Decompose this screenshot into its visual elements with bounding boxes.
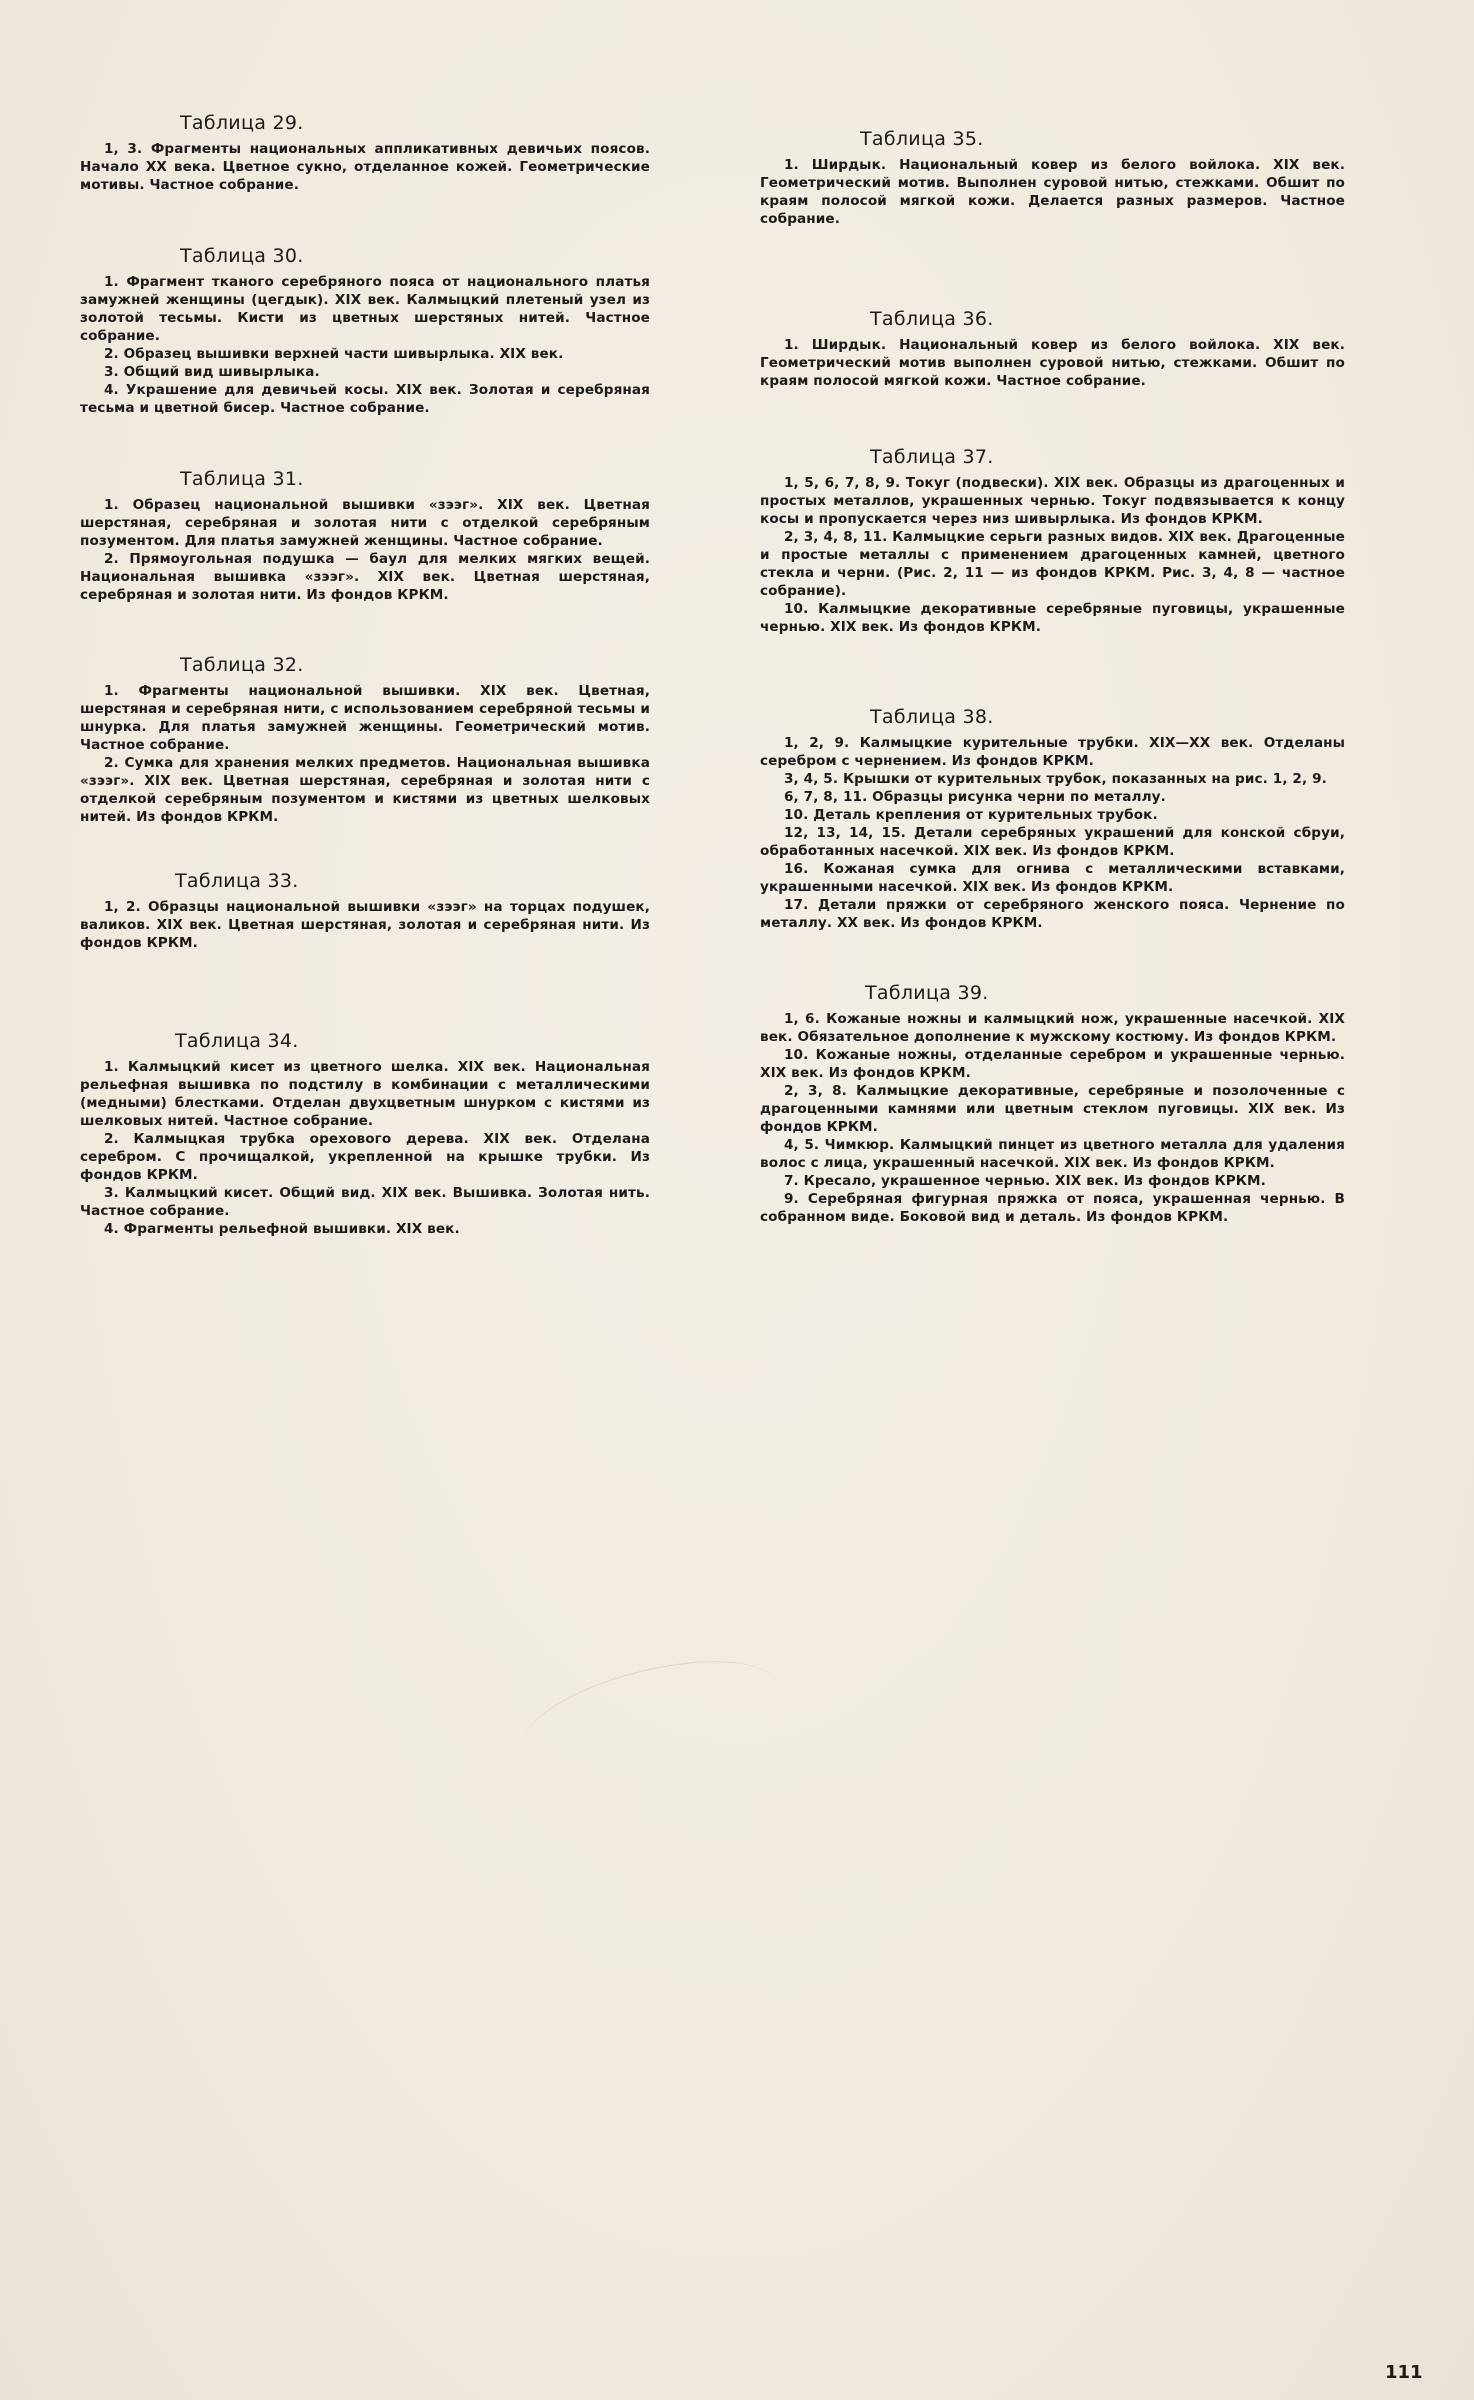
caption-title: Таблица 31.: [180, 468, 304, 490]
caption-table-29: [80, 112, 650, 194]
caption-title: Таблица 33.: [175, 870, 299, 892]
caption-title: Таблица 30.: [180, 245, 304, 267]
caption-paragraph: 10. Кожаные ножны, отделанные серебром и украшенные чернью. XIX век. Из фондов КРКМ.: [760, 1047, 1345, 1081]
caption-paragraph: 1. Ширдык. Национальный ковер из белого войлока. XIX век. Геометрический мотив выполнен суровой нитью, стежками. Обшит по краям полосой мягкой кожи. Частное собрание.: [760, 337, 1345, 389]
caption-table-39: [760, 982, 1345, 1226]
caption-title: Таблица 38.: [870, 706, 994, 728]
caption-paragraph: 1. Ширдык. Национальный ковер из белого войлока. XIX век. Геометрический мотив. Выполнен суровой нитью, стежками. Обшит по краям полосой мягкой кожи. Делается разных размеров. Частное собрание.: [760, 157, 1345, 227]
caption-paragraph: 10. Калмыцкие декоративные серебряные пуговицы, украшенные чернью. XIX век. Из фондов КРКМ.: [760, 601, 1345, 635]
caption-title: Таблица 29.: [180, 112, 304, 134]
caption-paragraph: 1. Образец национальной вышивки «зээг». XIX век. Цветная шерстяная, серебряная и золотая нити с отделкой серебряным позументом. Для платья замужней женщины. Частное собрание.: [80, 497, 650, 549]
caption-table-33: [80, 870, 650, 952]
caption-paragraph: 17. Детали пряжки от серебряного женского пояса. Чернение по металлу. XX век. Из фондов КРКМ.: [760, 897, 1345, 931]
caption-paragraph: 4, 5. Чимкюр. Калмыцкий пинцет из цветного металла для удаления волос с лица, украшенный насечкой. XIX век. Из фондов КРКМ.: [760, 1137, 1345, 1171]
caption-paragraph: 16. Кожаная сумка для огнива с металлическими вставками, украшенными насечкой. XIX век. Из фондов КРКМ.: [760, 861, 1345, 895]
caption-paragraph: 1, 3. Фрагменты национальных аппликативных девичьих поясов. Начало XX века. Цветное сукно, отделанное кожей. Геометрические мотивы. Частное собрание.: [80, 141, 650, 193]
caption-table-36: [760, 308, 1345, 390]
caption-title: Таблица 37.: [870, 446, 994, 468]
caption-table-30: [80, 245, 650, 417]
caption-paragraph: 1, 6. Кожаные ножны и калмыцкий нож, украшенные насечкой. XIX век. Обязательное дополнение к мужскому костюму. Из фондов КРКМ.: [760, 1011, 1345, 1045]
caption-paragraph: 1, 2. Образцы национальной вышивки «зээг» на торцах подушек, валиков. XIX век. Цветная шерстяная, золотая и серебряная нити. Из фондов КРКМ.: [80, 899, 650, 951]
caption-paragraph: 3. Общий вид шивырлыка.: [104, 364, 320, 380]
paper-crease: [513, 1640, 787, 1791]
caption-paragraph: 1, 5, 6, 7, 8, 9. Токуг (подвески). XIX век. Образцы из драгоценных и простых металлов, украшенных чернью. Токуг подвязывается к концу косы и пропускается через низ шивырлыка. Из фондов КРКМ.: [760, 475, 1345, 527]
caption-paragraph: 3, 4, 5. Крышки от курительных трубок, показанных на рис. 1, 2, 9.: [784, 771, 1327, 787]
caption-table-37: [760, 446, 1345, 636]
caption-paragraph: 2. Образец вышивки верхней части шивырлыка. XIX век.: [104, 346, 564, 362]
caption-paragraph: 10. Деталь крепления от курительных трубок.: [784, 807, 1158, 823]
caption-paragraph: 1. Калмыцкий кисет из цветного шелка. XIX век. Национальная рельефная вышивка по подстилу в комбинации с металлическими (медными) блестками. Отделан двухцветным шнурком с кистями из шелковых нитей. Частное собрание.: [80, 1059, 650, 1129]
caption-table-32: [80, 654, 650, 826]
caption-title: Таблица 35.: [860, 128, 984, 150]
caption-paragraph: 9. Серебряная фигурная пряжка от пояса, украшенная чернью. В собранном виде. Боковой вид и деталь. Из фондов КРКМ.: [760, 1191, 1345, 1225]
caption-title: Таблица 39.: [865, 982, 989, 1004]
caption-paragraph: 2, 3, 8. Калмыцкие декоративные, серебряные и позолоченные с драгоценными камнями или цветным стеклом пуговицы. XIX век. Из фондов КРКМ.: [760, 1083, 1345, 1135]
caption-paragraph: 2. Сумка для хранения мелких предметов. Национальная вышивка «зээг». XIX век. Цветная шерстяная, серебряная и золотая нити с отделкой серебряным позументом и кистями из цветных шелковых нитей. Из фондов КРКМ.: [80, 755, 650, 825]
caption-paragraph: 2, 3, 4, 8, 11. Калмыцкие серьги разных видов. XIX век. Драгоценные и простые металлы с применением драгоценных камней, цветного стекла и черни. (Рис. 2, 11 — из фондов КРКМ. Рис. 3, 4, 8 — частное собрание).: [760, 529, 1345, 599]
caption-table-38: [760, 706, 1345, 932]
caption-paragraph: 7. Кресало, украшенное чернью. XIX век. Из фондов КРКМ.: [784, 1173, 1266, 1189]
caption-paragraph: 1. Фрагменты национальной вышивки. XIX век. Цветная, шерстяная и серебряная нити, с использованием серебряной тесьмы и шнурка. Для платья замужней женщины. Геометрический мотив. Частное собрание.: [80, 683, 650, 753]
caption-title: Таблица 32.: [180, 654, 304, 676]
caption-paragraph: 2. Прямоугольная подушка — баул для мелких мягких вещей. Национальная вышивка «зээг». XIX век. Цветная шерстяная, серебряная и золотая нити. Из фондов КРКМ.: [80, 551, 650, 603]
caption-paragraph: 12, 13, 14, 15. Детали серебряных украшений для конской сбруи, обработанных насечкой. XIX век. Из фондов КРКМ.: [760, 825, 1345, 859]
page-number: 111: [1385, 2362, 1423, 2383]
caption-table-31: [80, 468, 650, 604]
caption-paragraph: 1. Фрагмент тканого серебряного пояса от национального платья замужней женщины (цегдык). XIX век. Калмыцкий плетеный узел из золотой тесьмы. Кисти из цветных шерстяных нитей. Частное собрание.: [80, 274, 650, 344]
caption-paragraph: 4. Украшение для девичьей косы. XIX век. Золотая и серебряная тесьма и цветной бисер. Частное собрание.: [80, 382, 650, 416]
caption-paragraph: 4. Фрагменты рельефной вышивки. XIX век.: [104, 1221, 460, 1237]
caption-paragraph: 3. Калмыцкий кисет. Общий вид. XIX век. Вышивка. Золотая нить. Частное собрание.: [80, 1185, 650, 1219]
caption-title: Таблица 34.: [175, 1030, 299, 1052]
caption-paragraph: 2. Калмыцкая трубка орехового дерева. XIX век. Отделана серебром. С прочищалкой, укрепленной на крышке трубки. Из фондов КРКМ.: [80, 1131, 650, 1183]
caption-paragraph: 6, 7, 8, 11. Образцы рисунка черни по металлу.: [784, 789, 1166, 805]
caption-title: Таблица 36.: [870, 308, 994, 330]
caption-table-34: [80, 1030, 650, 1238]
caption-table-35: [760, 128, 1345, 228]
caption-paragraph: 1, 2, 9. Калмыцкие курительные трубки. XIX—XX век. Отделаны серебром с чернением. Из фондов КРКМ.: [760, 735, 1345, 769]
